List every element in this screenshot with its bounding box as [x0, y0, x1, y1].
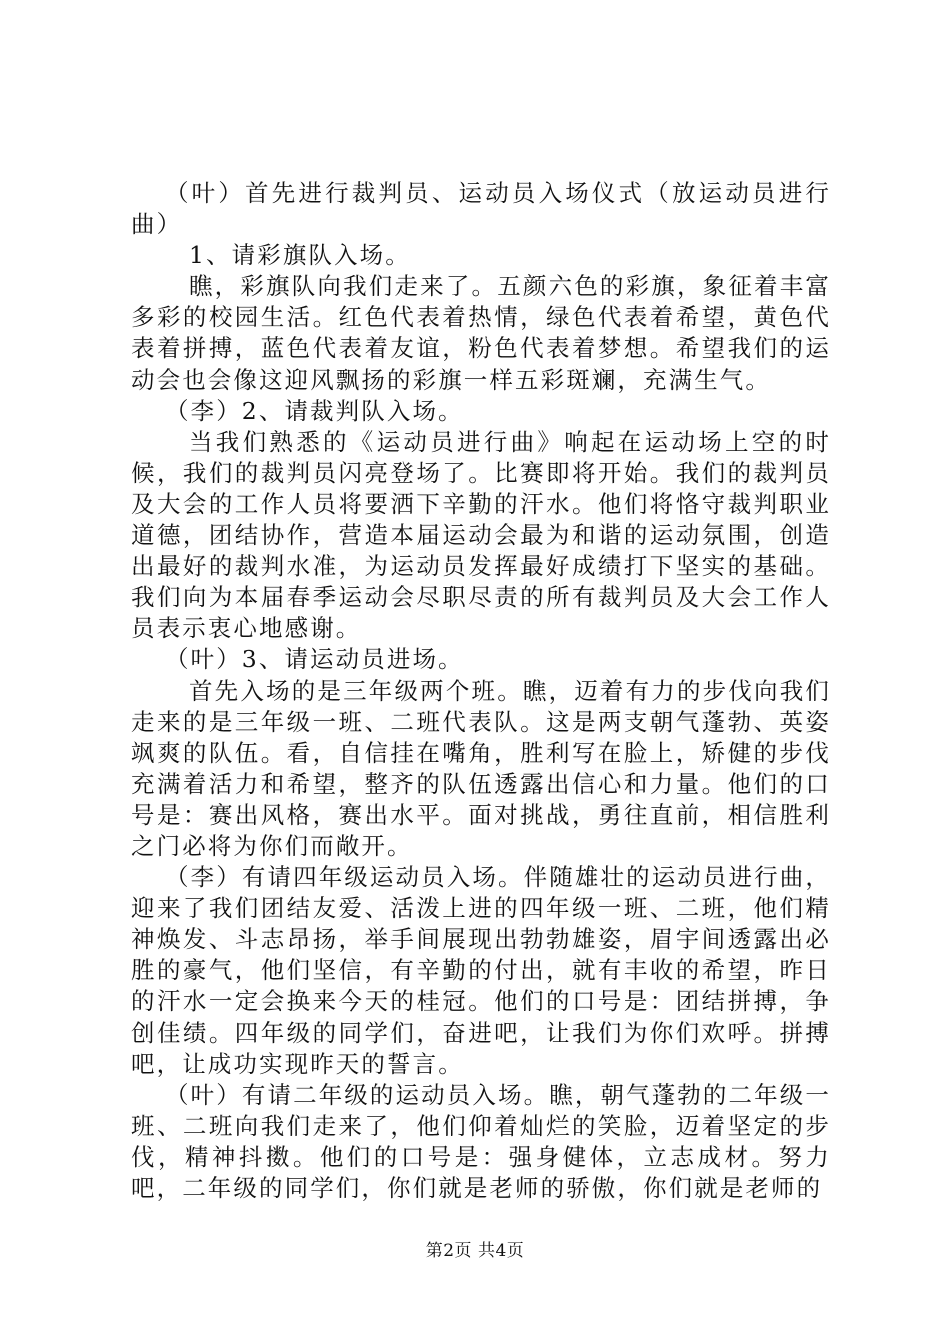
paragraph-grade-three: 首先入场的是三年级两个班。瞧，迈着有力的步伐向我们走来的是三年级一班、二班代表队。这是两支朝气蓬勃、英姿飒爽的队伍。看，自信挂在嘴角，胜利写在脸上，矫健的步伐充满着活力和希望，整齐的队伍透露出信心和力量。他们的口号是：赛出风格，赛出水平。面对挑战，勇往直前，相信胜利之门必将为你们而敞开。: [131, 676, 831, 860]
paragraph-opening-ceremony: （叶）首先进行裁判员、运动员入场仪式（放运动员进行曲）: [131, 179, 831, 239]
document-body: [131, 178, 831, 1204]
paragraph-referees: 当我们熟悉的《运动员进行曲》响起在运动场上空的时候，我们的裁判员闪亮登场了。比赛即将开始。我们的裁判员及大会的工作人员将要洒下辛勤的汗水。他们将恪守裁判职业道德，团结协作，营造本届运动会最为和谐的运动氛围，创造出最好的裁判水准，为运动员发挥最好成绩打下坚实的基础。我们向为本届春季运动会尽职尽责的所有裁判员及大会工作人员表示衷心地感谢。: [131, 427, 831, 643]
paragraph-flag-team-heading: 1、请彩旗队入场。: [189, 241, 411, 270]
paragraph-flag-team: 瞧，彩旗队向我们走来了。五颜六色的彩旗，象征着丰富多彩的校园生活。红色代表着热情，绿色代表着希望，黄色代表着拼搏，蓝色代表着友谊，粉色代表着梦想。希望我们的运动会也会像这迎风飘扬的彩旗一样五彩斑斓，充满生气。: [131, 272, 831, 394]
paragraph-referee-heading: （李）2、请裁判队入场。: [165, 396, 464, 425]
paragraph-athletes-heading: （叶）3、请运动员进场。: [165, 645, 464, 674]
paragraph-grade-two: （叶）有请二年级的运动员入场。瞧，朝气蓬勃的二年级一班、二班向我们走来了，他们仰着灿烂的笑脸，迈着坚定的步伐，精神抖擞。他们的口号是：强身健体，立志成材。努力吧，二年级的同学们，你们就是老师的骄傲，你们就是老师的: [131, 1080, 831, 1202]
page-number-footer: 第2页 共4页: [425, 1241, 525, 1261]
paragraph-grade-four: （李）有请四年级运动员入场。伴随雄壮的运动员进行曲，迎来了我们团结友爱、活泼上进的四年级一班、二班，他们精神焕发、斗志昂扬，举手间展现出勃勃雄姿，眉宇间透露出必胜的豪气，他们坚信，有辛勤的付出，就有丰收的希望，昨日的汗水一定会换来今天的桂冠。他们的口号是：团结拼搏，争创佳绩。四年级的同学们，奋进吧，让我们为你们欢呼。拼搏吧，让成功实现昨天的誓言。: [131, 863, 831, 1078]
